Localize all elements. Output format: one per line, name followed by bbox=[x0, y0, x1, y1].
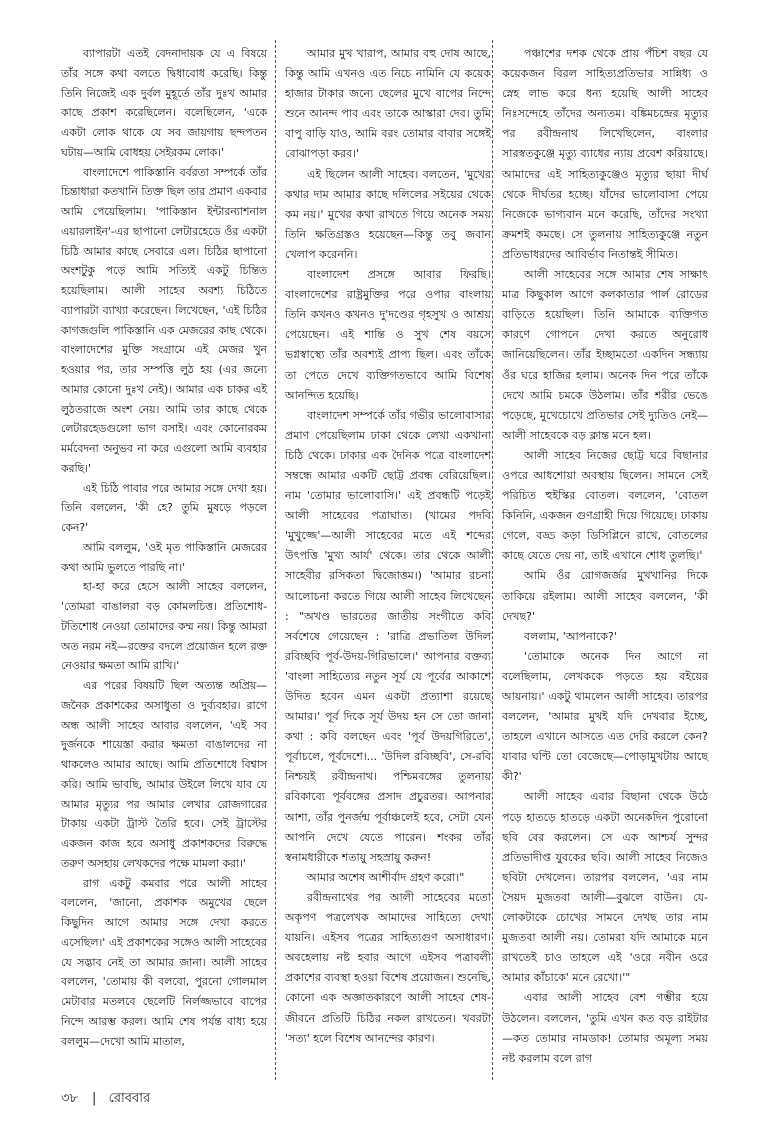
column-divider bbox=[275, 40, 276, 1080]
paragraph: আলী সাহেব নিজের ছোট্ট ঘরে বিছানার ওপরে আধশোয়া অবস্থায় ছিলেন। সামনে সেই পরিচিত হুইস্কির বোতল। বললেন, 'বোতল কিনিনি, একজন গুণগ্রাহী দিয়ে গিয়েছে। ঢাকায় গেলে, বড্ড কড়া ডিসিপ্লিনে রাখে, বোতলের কাছে যেতে দেয় না, তাই এখানে শোধ তুলছি।' bbox=[502, 448, 708, 563]
paragraph: বাংলাদেশ প্রসঙ্গে আবার ফিরছি। বাংলাদেশের রাষ্ট্রমুক্তির পরে ওপার বাংলায় তিনি কখনও কখনও দু'দণ্ডের গৃহসুখ ও আশ্রয় পেয়েছেন। এই শান্তি ও সুখ শেষ বয়সে ভগ্নস্বাস্থ্যে তাঁর অবশ্যই প্রাপ্য ছিল। এবং তাঁকে তা পেতে দেখে ব্যক্তিগতভাবে আমি বিশেষ আনন্দিত হয়েছি। bbox=[285, 268, 491, 402]
text-column-2 bbox=[285, 44, 491, 1049]
paragraph: বললাম, 'আপনাকে?' bbox=[524, 629, 617, 643]
paragraph: আলী সাহেব এবার বিছানা থেকে উঠে পড়ে হাতড়ে হাতড়ে একটা অনেকদিন পুরোনো ছবি বের করলেন। সে এক আশ্চর্য সুন্দর প্রতিভাদীপ্ত যুবকের ছবি। আলী সাহেব নিজেও ছবিটা দেখলেন। তারপর বললেন, 'এর নাম সৈয়দ মুজতবা আলী—বুঝলে বাউন। যে-লোকটাকে চোখের সামনে দেখছ তার নাম মুজতবা আলী নয়। তোমরা যদি আমাকে মনে রাখতেই চাও তাহলে এই 'ওরে নবীন ওরে আমার কাঁচাকে' মনে রেখো।'" bbox=[502, 790, 708, 985]
paragraph: আমি বললুম, 'ওই মৃত পাকিস্তানি মেজরের কথা আমি ভুলতে পারছি না।' bbox=[61, 540, 267, 574]
paragraph: ব্যাপারটা এতই বেদনাদায়ক যে এ বিষয়ে তাঁর সঙ্গে কথা বলতে দ্বিধাবোধ করেছি। কিন্তু তিনি নিজেই এক দুর্বল মুহূর্তে তাঁর দুঃখ আমার কাছে প্রকাশ করেছিলেন। বলেছিলেন, 'একে একটা লোক থাকে যে সব জায়গায় ছন্দপতন ঘটায়—আমি বোধহয় সেইরকম লোক।' bbox=[61, 47, 267, 159]
paragraph: রাগ একটু কমবার পরে আলী সাহেব বললেন, 'জানো, প্রকাশক অমুখের ছেলে কিছুদিন আগে আমার সঙ্গে দেখা করতে এসেছিল।' এই প্রকাশকের সঙ্গেও আলী সাহেবের যে সদ্ভাব নেই তা আমার জানা। আলী সাহেব বললেন, 'তোমায় কী বলবো, পুরনো গোলমাল মেটাবার মতলবে ছেলেটি নির্লজ্জভাবে বাপের নিন্দে আরম্ভ করল। আমি শেষ পর্যন্ত বাধ্য হয়ে বললুম—দেখো আমি মাতাল, bbox=[61, 876, 267, 1048]
footer-separator: | bbox=[92, 1091, 97, 1106]
paragraph: এই চিঠি পাবার পরে আমার সঙ্গে দেখা হয়। তিনি বললেন, 'কী হে? তুমি মুষড়ে পড়লে কেন?' bbox=[61, 481, 267, 534]
paragraph: এবার আলী সাহেব বেশ গম্ভীর হয়ে উঠলেন। বললেন, 'তুমি এখন কত বড় রাইটার—কত তোমার নামডাক! তোমার অমূল্য সময় নষ্ট করলাম বলে রাগ bbox=[502, 991, 708, 1065]
paragraph: এই ছিলেন আলী সাহেব। বলতেন, 'মুখের কথার দাম আমার কাছে দলিলের সইয়ের থেকে কম নয়।' মুখের কথা রাখতে গিয়ে অনেক সময় তিনি ক্ষতিগ্রস্তও হয়েছেন—কিন্তু তবু জবান খেলাপ করেননি। bbox=[285, 167, 491, 261]
paragraph: 'তোমাকে অনেক দিন আগে না বলেছিলাম, লেখককে পড়তে হয় বইয়ের আয়নায়।' একটু থামলেন আলী সাহেব। তারপর বললেন, 'আমার মুখই যদি দেখবার ইচ্ছে, তাহলে এখানে আসতে এত দেরি করলে কেন? যাবার ঘণ্টি তো বেজেছে—পোড়ামুখটায় আছে কী?' bbox=[502, 649, 708, 784]
paragraph: বাংলাদেশে পাকিস্তানি বর্বরতা সম্পর্কে তাঁর চিন্তাধারা কতখানি তিক্ত ছিল তার প্রমাণ একবার আমি পেয়েছিলাম। 'পাকিস্তান ইন্টারন্যাশনাল এয়ারলাইন'-এর ছাপানো লেটারহেডে ওঁর একটা চিঠি আমার কাছে সেবারে এল। চিঠির ছাপানো অংশটুকু পড়ে আমি সত্যিই একটু চিন্তিত হয়েছিলাম। আলী সাহেব অবশ্য চিঠিতে ব্যাপারটা ব্যাখ্যা করেছেন। লিখেছেন, 'এই চিঠির কাগজগুলি পাকিস্তানি এক মেজরের কাছ থেকে। বাংলাদেশের মুক্তি সংগ্রামে এই মেজর খুন হওয়ার পর, তার সম্পত্তি লুঠ হয় (এর জন্যে আমার কোনো দুঃখ নেই)। আমার এক চাকর এই লুঠতরাজে অংশ নেয়। আমি তার কাছে থেকে লেটারহেডগুলো ভাগ বসাই। এবং কোনোরকম মর্মবেদনা অনুভব না করে এগুলো আমি ব্যবহার করছি।' bbox=[61, 165, 267, 475]
paragraph: আমি ওঁর রোগজর্জর মুখখানির দিকে তাকিয়ে রইলাম। আলী সাহেব বললেন, 'কী দেখছ?' bbox=[502, 569, 708, 623]
paragraph: আলী সাহেবের সঙ্গে আমার শেষ সাক্ষাৎ মাত্র কিছুকাল আগে কলকাতার পার্ল রোডের বাড়িতে হয়েছিল। তিনি আমাকে ব্যক্তিগত কারণে গোপনে দেখা করতে অনুরোধ জানিয়েছিলেন। তাঁর ইচ্ছামতো একদিন সন্ধ্যায় ওঁর ঘরে হাজির হলাম। অনেক দিন পরে তাঁকে দেখে আমি চমকে উঠলাম। তাঁর শরীর ভেঙে পড়েছে, মুখেচোখে প্রতিভার সেই দ্যুতিও নেই—আলী সাহেবকে বড় ক্লান্ত মনে হল। bbox=[502, 268, 708, 442]
column-divider bbox=[492, 40, 493, 1080]
text-column-3 bbox=[502, 44, 708, 1069]
paragraph: রবীন্দ্রনাথের পর আলী সাহেবের মতো অকৃপণ পত্রলেখক আমাদের সাহিত্যে দেখা যায়নি। এইসব পত্রের সাহিত্যগুণ অসাধারণ। অবহেলায় নষ্ট হবার আগে এইসব পত্রাবলী প্রকাশের ব্যবস্থা হওয়া বিশেষ প্রয়োজন। শুনেছি, কোনো এক অজ্ঞাতকারণে আলী সাহেব শেষ-জীবনে প্রতিটি চিঠির নকল রাখতেন। খবরটা 'সত্য' হলে বিশেষ আনন্দের কারণ। bbox=[285, 890, 491, 1045]
paragraph: পঞ্চাশের দশক থেকে প্রায় পঁচিশ বছর যে কয়েকজন বিরল সাহিত্যপ্রতিভার সান্নিধ্য ও স্নেহ লাভ করে ধন্য হয়েছি আলী সাহেব নিঃসন্দেহে তাঁদের অন্যতম। বঙ্কিমচন্দ্রের মৃত্যুর পর রবীন্দ্রনাথ লিখেছিলেন, বাংলার সারস্বতকুঞ্জে মৃত্যু ব্যাধের ন্যায় প্রবেশ করিয়াছে। আমাদের এই সাহিত্যকুঞ্জেও মৃত্যুর ছায়া দীর্ঘ থেকে দীর্ঘতর হচ্ছে। যাঁদের ভালোবাসা পেয়ে নিজেকে ভাগ্যবান মনে করেছি, তাঁদের সংখ্যা ক্রমশই কমছে। সে তুলনায় সাহিত্যকুঞ্জে নতুন প্রতিভাধরদের আবির্ভাব নিতান্তই সীমিত। bbox=[502, 47, 708, 261]
paragraph: আমার মুখ খারাপ, আমার বহু দোষ আছে, কিন্তু আমি এখনও এত নিচে নামিনি যে কয়েক হাজার টাকার জন্যে ছেলের মুখে বাপের নিন্দে শুনে আনন্দ পাব এবং তাকে আস্কারা দেব। তুমি বাপু বাড়ি যাও, আমি বরং তোমার বাবার সঙ্গেই বোঝাপড়া করব।' bbox=[285, 47, 491, 161]
page-number: ৩৮ bbox=[61, 1091, 78, 1106]
paragraph: হা-হা করে হেসে আলী সাহেব বললেন, 'তোমরা বাঙালরা বড় কোমলচিত্ত। প্রতিশোধ-টতিশোধ নেওয়া তোমাদের কম্ম নয়। কিন্তু আমরা অত নরম নই—রক্তের বদলে প্রয়োজন হলে রক্ত নেওয়ার ক্ষমতা আমি রাখি।' bbox=[61, 580, 267, 673]
magazine-name: রোববার bbox=[108, 1091, 151, 1106]
paragraph: এর পরের বিষয়টি ছিল অত্যন্ত অপ্রিয়—জনৈক প্রকাশকের অসাধুতা ও দুর্ব্যবহার। রাগে অন্ধ আলী সাহেব আবার বললেন, 'এই সব দুর্জনকে শায়েস্তা করার ক্ষমতা বাঙালদের না থাকলেও আমার আছে। আমি প্রতিশোধে বিশ্বাস করি। আমি ভাবছি, আমার উইলে লিখে যাব যে আমার মৃত্যুর পর আমার লেখার রোজগারের টাকায় একটা ট্রাস্ট তৈরি হবে। সেই ট্রাস্টের একজন কাজ হবে অসাধু প্রকাশকদের বিরুদ্ধে তরুণ অসহায় লেখকদের পক্ষে মামলা করা।' bbox=[61, 679, 267, 870]
paragraph: আমার অশেষ আশীর্বাদ গ্রহণ করো।" bbox=[307, 870, 465, 884]
text-column-1 bbox=[61, 44, 267, 1051]
page-footer bbox=[61, 1089, 160, 1110]
paragraph: বাংলাদেশ সম্পর্কে তাঁর গভীর ভালোবাসার প্রমাণ পেয়েছিলাম ঢাকা থেকে লেখা একখানা চিঠি থেকে। ঢাকার এক দৈনিক পত্রে বাংলাদেশ সম্বন্ধে আমার একটি ছোট্ট প্রবন্ধ বেরিয়েছিল। নাম 'তোমার ভালোবাসি।' এই প্রবন্ধটি পড়েই আলী সাহেবের পত্রাঘাত। (খামের পদবি 'মুখুজ্জে'—আলী সাহেবের মতে এই শব্দের উৎপত্তি 'মুখ্য আর্য' থেকে। তার থেকে আলী সাহেবীর রসিকতা দ্বিজোত্তম।) 'আমার রচনা আলোচনা করতে গিয়ে আলী সাহেব লিখেছেন : "অখণ্ড ভারতের জাতীয় সংগীতে কবি সর্বশেষে গেয়েছেন : 'রাত্রি প্রভাতিল উদিল রবিচ্ছবি পূর্ব-উদয়-গিরিভালে।' আপনার বক্তব্য 'বাংলা সাহিত্যের নতুন সূর্য যে পূর্বের আকাশে উদিত হবেন এমন একটা প্রত্যাশা রয়েছে আমার।' পূর্ব দিকে সূর্য উদয় হন সে তো জানা কথা : কবি বলছেন এবং 'পূর্ব উদয়গিরিতে', পূর্বাচলে, পূর্বদেশে।... 'উদিল রবিচ্ছবি', সে-রবি নিশ্চয়ই রবীন্দ্রনাথ। পশ্চিমবঙ্গের তুলনায় রবিকাব্যে পূর্ববঙ্গের প্রসাদ প্রচুরতর। আপনার আশা, তাঁর পুনর্জন্ম পূর্বাঞ্চলেই হবে, সেটা যেন আপনি দেখে যেতে পারেন। শংকর তাঁর স্বনামধারীকে শতায়ু সহস্রায়ু করুন! bbox=[285, 408, 491, 864]
